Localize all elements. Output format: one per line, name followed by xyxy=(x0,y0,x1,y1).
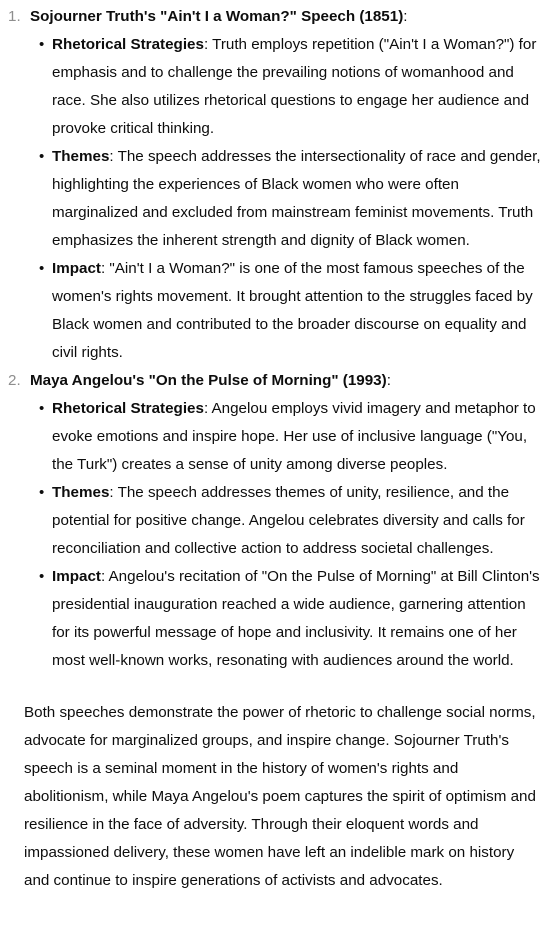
speech-title: Sojourner Truth's "Ain't I a Woman?" Speech (1851) xyxy=(30,8,404,25)
bullet-icon: • xyxy=(39,568,45,585)
point-themes xyxy=(39,479,546,563)
point-label: Impact xyxy=(52,260,101,277)
point-themes xyxy=(39,143,546,255)
list-number: 1. xyxy=(8,8,21,25)
title-colon: : xyxy=(403,8,408,25)
bullet-icon: • xyxy=(39,400,45,417)
bullet-icon: • xyxy=(39,260,45,277)
point-text: : "Ain't I a Woman?" is one of the most famous speeches of the women's rights movement. It brought attention to the struggles faced by Black women and contributed to the broader discourse on equality and civil rights. xyxy=(52,260,533,361)
bullet-icon: • xyxy=(39,148,45,165)
speech-item-truth xyxy=(8,3,546,367)
point-text: : Truth employs repetition ("Ain't I a Woman?") for emphasis and to challenge the prevailing notions of womanhood and race. She also utilizes rhetorical questions to engage her audience and provoke critical thinking. xyxy=(52,36,537,137)
bullet-icon: • xyxy=(39,484,45,501)
point-label: Rhetorical Strategies xyxy=(52,36,204,53)
point-label: Rhetorical Strategies xyxy=(52,400,204,417)
point-label: Themes xyxy=(52,484,110,501)
bullet-icon: • xyxy=(39,36,45,53)
point-impact xyxy=(39,255,546,367)
speech-list xyxy=(8,3,546,675)
point-rhetorical-strategies xyxy=(39,31,546,143)
point-text: : Angelou employs vivid imagery and metaphor to evoke emotions and inspire hope. Her use of inclusive language ("You, the Turk") creates a sense of unity among diverse peoples. xyxy=(52,400,536,473)
speech-title: Maya Angelou's "On the Pulse of Morning" (1993) xyxy=(30,372,387,389)
point-label: Themes xyxy=(52,148,110,165)
point-list xyxy=(30,31,546,367)
speech-item-angelou xyxy=(8,367,546,675)
point-label: Impact xyxy=(52,568,101,585)
point-text: : The speech addresses the intersectionality of race and gender, highlighting the experiences of Black women who were often marginalized and excluded from mainstream feminist movements. Truth emphasizes the inherent strength and dignity of Black women. xyxy=(52,148,541,249)
point-text: : Angelou's recitation of "On the Pulse of Morning" at Bill Clinton's presidential inauguration reached a wide audience, garnering attention for its powerful message of hope and inclusivity. It remains one of her most well-known works, resonating with audiences around the world. xyxy=(52,568,540,669)
point-list xyxy=(30,395,546,675)
point-impact xyxy=(39,563,546,675)
summary-paragraph: Both speeches demonstrate the power of rhetoric to challenge social norms, advocate for marginalized groups, and inspire change. Sojourner Truth's speech is a seminal moment in the history of women's rights and abolitionism, while Maya Angelou's poem captures the spirit of optimism and resilience in the face of adversity. Through their eloquent words and impassioned delivery, these women have left an indelible mark on history and continue to inspire generations of activists and advocates. xyxy=(24,704,536,889)
list-number: 2. xyxy=(8,372,21,389)
title-colon: : xyxy=(386,372,391,389)
point-text: : The speech addresses themes of unity, resilience, and the potential for positive change. Angelou celebrates diversity and calls for reconciliation and collective action to address societal challenges. xyxy=(52,484,525,557)
point-rhetorical-strategies xyxy=(39,395,546,479)
